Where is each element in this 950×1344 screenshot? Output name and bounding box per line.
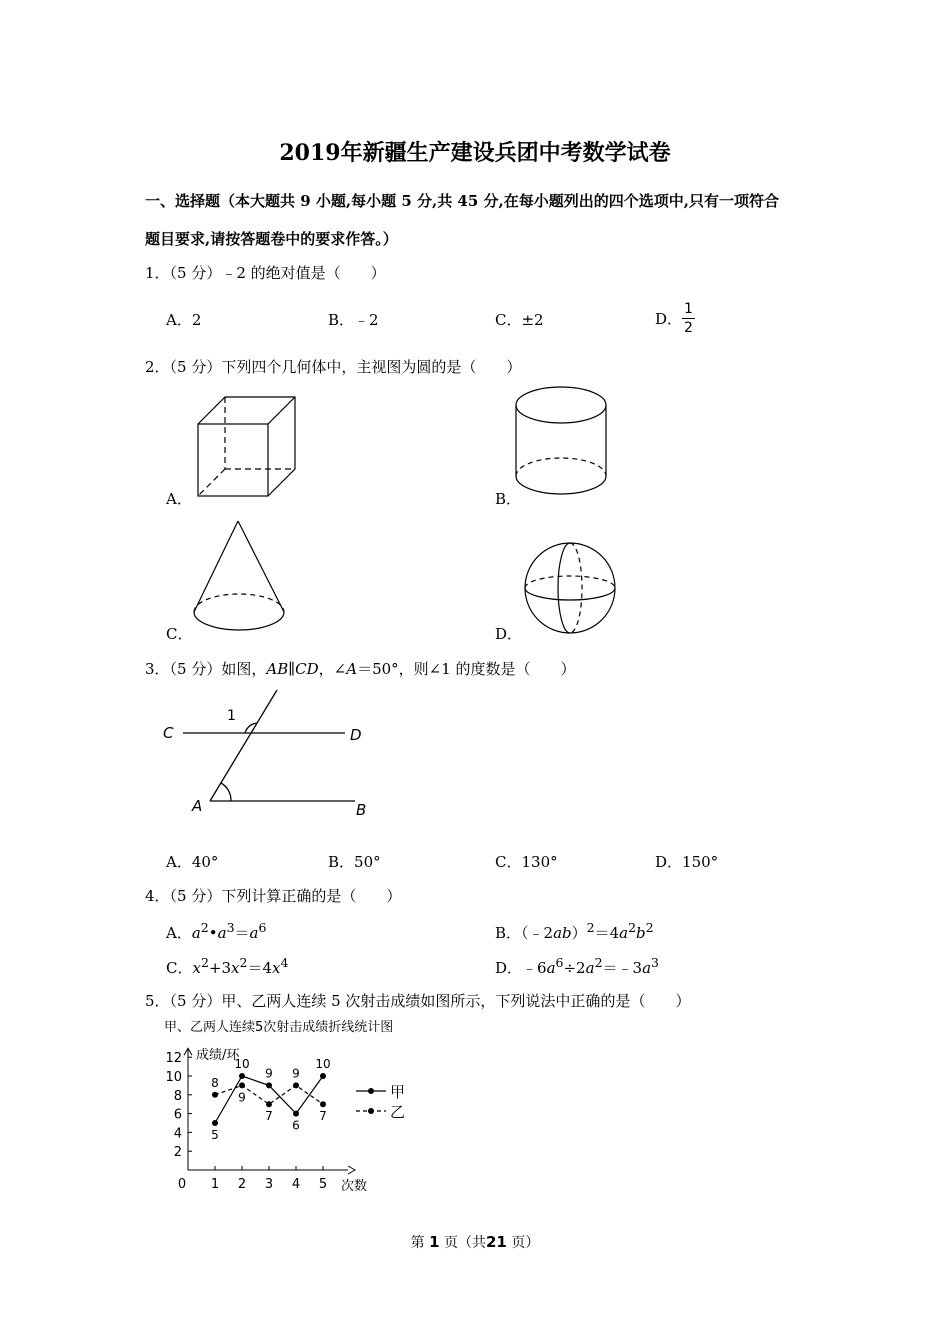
y-tick-label: 2 [173, 1145, 182, 1161]
cube-figure [190, 392, 310, 502]
angle-a-arc [221, 783, 231, 801]
y-tick-label: 8 [173, 1088, 182, 1104]
q4-option-a-label: A． [166, 924, 192, 942]
y-tick-label: 12 [165, 1051, 182, 1067]
cone-side-right [238, 521, 284, 612]
q1-option-d-label: D． [655, 310, 683, 328]
data-point [293, 1082, 299, 1088]
q4-option-a: A．$a^2•a^3=a^6$ [166, 920, 267, 942]
sphere-outline [525, 543, 615, 633]
transversal [210, 690, 277, 801]
angle-1-arc [245, 723, 257, 733]
data-point [320, 1073, 326, 1079]
x-axis-label: 次数 [341, 1179, 368, 1194]
data-point [293, 1111, 299, 1117]
q3-stem-post: ＝50°，则∠1 的度数是（ ） [357, 660, 576, 678]
q1-option-a: A．2 [166, 311, 202, 329]
x-tick-label: 5 [318, 1177, 328, 1192]
page-title: 2019年新疆生产建设兵团中考数学试卷 [279, 140, 671, 166]
data-label: 7 [265, 1109, 273, 1124]
cylinder-bottom-back [516, 458, 606, 476]
label-c: C [163, 724, 174, 742]
x-tick-label: 1 [210, 1177, 220, 1192]
page-footer [0, 1232, 950, 1252]
data-label: 5 [211, 1128, 219, 1142]
sphere-figure [520, 538, 620, 638]
x-axis-arrow [348, 1166, 355, 1174]
cylinder-figure [512, 382, 612, 498]
data-point [212, 1120, 218, 1126]
cone-figure [190, 518, 290, 634]
x-tick-label: 3 [264, 1177, 274, 1192]
footer-total-pages: 21 [486, 1233, 507, 1251]
label-d: D [350, 726, 362, 744]
cylinder-bottom-front [516, 476, 606, 494]
footer-post: 页） [511, 1235, 540, 1251]
x-tick-label: 0 [177, 1177, 187, 1192]
footer-pre: 第 [410, 1235, 425, 1251]
q2-option-a: A． [166, 490, 192, 508]
x-tick-label: 4 [291, 1177, 301, 1192]
y-axis-label: 成绩/环 [196, 1048, 240, 1064]
score-line-chart [160, 1012, 430, 1197]
q3-option-c: C．130° [495, 853, 558, 871]
sphere-meridian-front [558, 543, 570, 633]
data-label: 7 [319, 1109, 327, 1124]
y-tick-label: 4 [173, 1126, 182, 1142]
footer-page-number: 1 [429, 1233, 440, 1251]
fraction-denominator: 2 [684, 320, 693, 336]
label-a: A [192, 797, 203, 815]
q1-option-c: C．±2 [495, 311, 544, 329]
chart-title: 甲、乙两人连续5次射击成绩折线统计图 [164, 1020, 394, 1035]
q4-option-c-label: C． [166, 959, 193, 977]
q4-option-d-label: D．﹣6 [495, 959, 547, 977]
q4-stem: 4．（5 分）下列计算正确的是（ ） [145, 887, 402, 905]
label-b: B [356, 801, 367, 819]
cone-base-front [194, 612, 284, 630]
section-heading-line2: 题目要求,请按答题卷中的要求作答。） [145, 230, 398, 248]
parallel-lines-figure [155, 685, 385, 820]
cube-edge [268, 397, 295, 424]
q3-option-a: A．40° [166, 853, 219, 871]
q3-stem-mid: ，∠ [318, 660, 347, 678]
y-tick-label: 10 [165, 1070, 182, 1085]
q5-stem: 5．（5 分）甲、乙两人连续 5 次射击成绩如图所示，下列说法中正确的是（ ） [145, 992, 691, 1010]
q2-stem: 2．（5 分）下列四个几何体中，主视图为圆的是（ ） [145, 358, 522, 376]
cylinder-top [516, 387, 606, 423]
q2-option-d: D． [495, 625, 523, 643]
q4-option-d: D．$﹣6a^6\div 2a^2=﹣3a^3$ [495, 955, 659, 977]
q4-option-b-label: B．（﹣2 [495, 924, 554, 942]
data-point [239, 1082, 245, 1088]
legend-label: 乙 [390, 1103, 406, 1121]
q3-stem-pre: 3．（5 分）如图， [145, 660, 267, 678]
data-point [266, 1101, 272, 1107]
footer-mid: 页（共 [444, 1235, 486, 1251]
x-tick-label: 2 [237, 1177, 247, 1192]
data-label: 6 [292, 1118, 300, 1133]
q2-option-c: C． [166, 625, 193, 643]
label-angle-1: 1 [227, 708, 236, 724]
data-label: 9 [238, 1090, 246, 1105]
q4-option-c: C．$x^2+3x^2=4x^4$ [166, 955, 289, 977]
y-tick-label: 6 [173, 1107, 182, 1123]
data-label: 10 [315, 1057, 331, 1071]
cone-base-back [194, 594, 284, 612]
sphere-equator-front [525, 588, 615, 600]
legend-label: 甲 [390, 1083, 406, 1101]
data-point [212, 1092, 218, 1098]
q1-option-d [655, 300, 695, 337]
q3-stem-a: A [346, 660, 358, 678]
data-label: 8 [211, 1075, 219, 1090]
section-heading-line1: 一、选择题（本大题共 9 小题,每小题 5 分,共 45 分,在每小题列出的四个选项中,只有一项符合 [145, 192, 779, 210]
fraction-numerator: 1 [684, 301, 693, 317]
q3-stem-parallel: ∥ [288, 660, 296, 678]
q3-stem [145, 658, 576, 679]
legend-marker [368, 1088, 374, 1094]
q2-option-b: B． [495, 490, 522, 508]
q3-stem-ab: AB [266, 660, 289, 678]
q3-option-b: B．50° [328, 853, 381, 871]
legend-marker [368, 1108, 374, 1114]
q3-stem-cd: CD [295, 660, 319, 678]
data-point [239, 1073, 245, 1079]
q1-stem: 1．（5 分）﹣2 的绝对值是（ ） [145, 264, 386, 282]
q4-option-b: B．$(﹣2ab)^2=4a^2b^2$ [495, 920, 654, 942]
q1-option-b: B．﹣2 [328, 311, 379, 329]
data-point [320, 1101, 326, 1107]
q3-option-d: D．150° [655, 853, 719, 871]
q1-option-d-fraction [682, 300, 695, 337]
data-point [266, 1082, 272, 1088]
data-label: 9 [265, 1066, 273, 1081]
data-label: 9 [292, 1066, 300, 1081]
sphere-meridian-back [570, 543, 582, 633]
cone-side-left [194, 521, 238, 612]
data-label: 10 [234, 1057, 250, 1071]
sphere-equator-back [525, 576, 615, 588]
